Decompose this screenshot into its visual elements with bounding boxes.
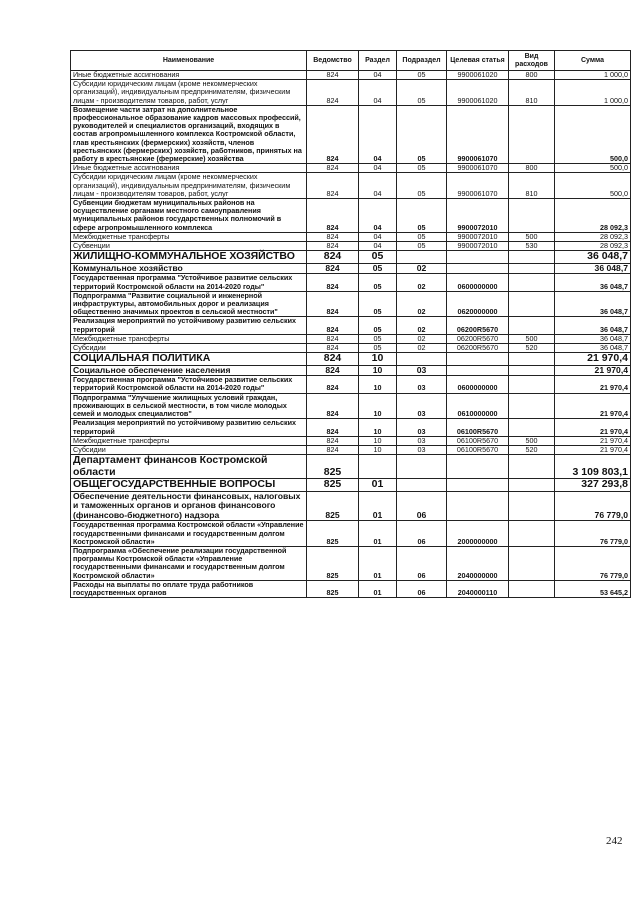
cell-name: СОЦИАЛЬНАЯ ПОЛИТИКА <box>71 353 307 366</box>
cell-name: Государственная программа "Устойчивое развитие сельских территорий Костромской области на 2014-2020 годы" <box>71 274 307 291</box>
cell-section: 01 <box>359 479 397 492</box>
table-row <box>71 547 631 581</box>
cell-target: 2040000000 <box>447 547 509 581</box>
cell-subsection: 05 <box>397 242 447 251</box>
cell-dept: 824 <box>307 436 359 445</box>
cell-sum: 500,0 <box>555 164 631 173</box>
cell-target: 06100R5670 <box>447 445 509 454</box>
cell-target: 9900061070 <box>447 105 509 163</box>
cell-exp-type: 810 <box>509 80 555 106</box>
cell-name: Межбюджетные трансферты <box>71 232 307 241</box>
cell-section: 10 <box>359 445 397 454</box>
cell-dept: 824 <box>307 317 359 334</box>
cell-target <box>447 479 509 492</box>
table-row <box>71 436 631 445</box>
cell-sum: 76 779,0 <box>555 547 631 581</box>
cell-exp-type: 520 <box>509 445 555 454</box>
cell-subsection: 02 <box>397 291 447 317</box>
cell-exp-type <box>509 455 555 479</box>
cell-exp-type: 800 <box>509 164 555 173</box>
table-row <box>71 80 631 106</box>
cell-dept: 824 <box>307 199 359 233</box>
cell-section: 04 <box>359 173 397 199</box>
cell-dept: 825 <box>307 455 359 479</box>
cell-subsection: 05 <box>397 164 447 173</box>
cell-section: 04 <box>359 105 397 163</box>
cell-dept: 824 <box>307 291 359 317</box>
cell-target: 06200R5670 <box>447 343 509 352</box>
cell-subsection <box>397 455 447 479</box>
cell-exp-type <box>509 317 555 334</box>
cell-name: ЖИЛИЩНО-КОММУНАЛЬНОЕ ХОЗЯЙСТВО <box>71 251 307 264</box>
cell-section: 05 <box>359 343 397 352</box>
cell-dept: 824 <box>307 334 359 343</box>
cell-section: 10 <box>359 365 397 376</box>
cell-exp-type <box>509 199 555 233</box>
cell-subsection: 05 <box>397 199 447 233</box>
cell-sum: 28 092,3 <box>555 232 631 241</box>
cell-target <box>447 263 509 274</box>
cell-target: 2000000000 <box>447 521 509 547</box>
cell-target: 0610000000 <box>447 393 509 419</box>
cell-sum: 21 970,4 <box>555 419 631 436</box>
cell-sum: 36 048,7 <box>555 274 631 291</box>
cell-exp-type <box>509 419 555 436</box>
cell-section: 01 <box>359 491 397 521</box>
table-row <box>71 521 631 547</box>
table-row <box>71 580 631 597</box>
cell-section: 04 <box>359 232 397 241</box>
cell-sum: 36 048,7 <box>555 334 631 343</box>
cell-exp-type <box>509 263 555 274</box>
cell-name: Межбюджетные трансферты <box>71 436 307 445</box>
cell-exp-type <box>509 251 555 264</box>
table-row <box>71 393 631 419</box>
table-row <box>71 263 631 274</box>
cell-exp-type <box>509 365 555 376</box>
header-exp-type: Вид расходов <box>509 51 555 71</box>
cell-target: 0600000000 <box>447 376 509 393</box>
cell-name: Подпрограмма "Развитие социальной и инженерной инфраструктуры, автомобильных дорог и реализация общественно значимых проектов в сельской местности" <box>71 291 307 317</box>
cell-exp-type <box>509 393 555 419</box>
table-row <box>71 199 631 233</box>
cell-section: 04 <box>359 199 397 233</box>
table-row <box>71 455 631 479</box>
budget-table-page <box>70 50 630 598</box>
cell-subsection: 06 <box>397 547 447 581</box>
page-number: 242 <box>606 835 623 847</box>
table-row <box>71 376 631 393</box>
cell-section: 10 <box>359 419 397 436</box>
cell-name: Возмещение части затрат на дополнительное профессиональное образование кадров массовых профессий, руководителей и специалистов организаций, входящих в состав агропромышленного комплекса Костромской области, глав крестьянских (фермерских) хозяйств, членов крестьянских (фермерских) хозяйств, работников, принятых на работу в крестьянские (фермерские) хозяйства <box>71 105 307 163</box>
cell-exp-type: 800 <box>509 71 555 80</box>
cell-section: 04 <box>359 164 397 173</box>
cell-sum: 28 092,3 <box>555 242 631 251</box>
cell-name: Государственная программа "Устойчивое развитие сельских территорий Костромской области на 2014-2020 годы" <box>71 376 307 393</box>
cell-exp-type: 530 <box>509 242 555 251</box>
cell-section: 04 <box>359 71 397 80</box>
table-row <box>71 251 631 264</box>
cell-sum: 500,0 <box>555 105 631 163</box>
cell-subsection: 05 <box>397 105 447 163</box>
cell-subsection: 06 <box>397 521 447 547</box>
cell-subsection: 03 <box>397 445 447 454</box>
table-row <box>71 232 631 241</box>
cell-sum: 36 048,7 <box>555 291 631 317</box>
cell-target <box>447 353 509 366</box>
cell-sum: 3 109 803,1 <box>555 455 631 479</box>
cell-sum: 36 048,7 <box>555 251 631 264</box>
cell-dept: 825 <box>307 547 359 581</box>
cell-dept: 824 <box>307 263 359 274</box>
cell-dept: 824 <box>307 445 359 454</box>
cell-target: 06200R5670 <box>447 334 509 343</box>
cell-subsection <box>397 479 447 492</box>
cell-name: Государственная программа Костромской области «Управление государственными финансами и государственным долгом Костромской области» <box>71 521 307 547</box>
cell-section: 10 <box>359 393 397 419</box>
cell-sum: 21 970,4 <box>555 445 631 454</box>
cell-target: 0600000000 <box>447 274 509 291</box>
cell-name: Подпрограмма «Обеспечение реализации государственной программы Костромской области «Управление государственными финансами и государственным долгом Костромской области» <box>71 547 307 581</box>
cell-exp-type <box>509 291 555 317</box>
cell-section: 05 <box>359 291 397 317</box>
cell-section: 05 <box>359 274 397 291</box>
cell-exp-type: 500 <box>509 334 555 343</box>
cell-subsection: 03 <box>397 436 447 445</box>
cell-dept: 824 <box>307 71 359 80</box>
cell-target: 9900061070 <box>447 164 509 173</box>
cell-subsection: 05 <box>397 173 447 199</box>
cell-dept: 824 <box>307 105 359 163</box>
cell-target <box>447 491 509 521</box>
cell-dept: 825 <box>307 479 359 492</box>
cell-dept: 824 <box>307 393 359 419</box>
cell-subsection: 06 <box>397 580 447 597</box>
cell-section: 04 <box>359 242 397 251</box>
cell-exp-type: 810 <box>509 173 555 199</box>
cell-dept: 824 <box>307 376 359 393</box>
cell-exp-type <box>509 491 555 521</box>
cell-dept: 824 <box>307 353 359 366</box>
cell-section: 01 <box>359 547 397 581</box>
cell-target: 0620000000 <box>447 291 509 317</box>
cell-sum: 21 970,4 <box>555 353 631 366</box>
cell-section: 10 <box>359 353 397 366</box>
cell-sum: 1 000,0 <box>555 71 631 80</box>
cell-exp-type <box>509 274 555 291</box>
cell-name: Подпрограмма "Улучшение жилищных условий граждан, проживающих в сельской местности, в том числе молодых семей и молодых специалистов" <box>71 393 307 419</box>
cell-target: 9900061070 <box>447 173 509 199</box>
cell-subsection: 02 <box>397 263 447 274</box>
cell-name: Межбюджетные трансферты <box>71 334 307 343</box>
cell-subsection: 02 <box>397 317 447 334</box>
cell-target: 06200R5670 <box>447 317 509 334</box>
cell-subsection: 05 <box>397 232 447 241</box>
header-section: Раздел <box>359 51 397 71</box>
cell-section: 05 <box>359 263 397 274</box>
cell-target: 2040000110 <box>447 580 509 597</box>
table-row <box>71 491 631 521</box>
cell-dept: 824 <box>307 419 359 436</box>
cell-subsection <box>397 251 447 264</box>
cell-subsection <box>397 353 447 366</box>
table-row <box>71 419 631 436</box>
cell-dept: 824 <box>307 80 359 106</box>
cell-section: 05 <box>359 251 397 264</box>
cell-subsection: 02 <box>397 274 447 291</box>
cell-section: 10 <box>359 436 397 445</box>
cell-section: 01 <box>359 580 397 597</box>
cell-name: Субсидии <box>71 343 307 352</box>
cell-dept: 824 <box>307 242 359 251</box>
table-row <box>71 365 631 376</box>
table-row <box>71 479 631 492</box>
cell-exp-type <box>509 353 555 366</box>
table-body <box>71 71 631 598</box>
cell-sum: 21 970,4 <box>555 365 631 376</box>
cell-dept: 824 <box>307 365 359 376</box>
cell-sum: 28 092,3 <box>555 199 631 233</box>
table-row <box>71 353 631 366</box>
cell-target: 9900061020 <box>447 80 509 106</box>
cell-exp-type <box>509 580 555 597</box>
cell-exp-type <box>509 547 555 581</box>
cell-subsection: 02 <box>397 334 447 343</box>
header-subsection: Подраздел <box>397 51 447 71</box>
cell-name: Субсидии <box>71 445 307 454</box>
header-name: Наименование <box>71 51 307 71</box>
cell-exp-type <box>509 521 555 547</box>
budget-table <box>70 50 631 598</box>
cell-subsection: 03 <box>397 365 447 376</box>
cell-subsection: 05 <box>397 80 447 106</box>
table-row <box>71 105 631 163</box>
table-header-row <box>71 51 631 71</box>
header-sum: Сумма <box>555 51 631 71</box>
cell-section <box>359 455 397 479</box>
cell-target: 9900072010 <box>447 199 509 233</box>
cell-name: Субвенции <box>71 242 307 251</box>
cell-sum: 36 048,7 <box>555 317 631 334</box>
cell-sum: 500,0 <box>555 173 631 199</box>
cell-name: Иные бюджетные ассигнования <box>71 164 307 173</box>
cell-dept: 825 <box>307 491 359 521</box>
table-row <box>71 291 631 317</box>
cell-sum: 76 779,0 <box>555 491 631 521</box>
table-row <box>71 317 631 334</box>
cell-sum: 36 048,7 <box>555 343 631 352</box>
cell-name: Коммунальное хозяйство <box>71 263 307 274</box>
cell-section: 05 <box>359 317 397 334</box>
cell-sum: 21 970,4 <box>555 376 631 393</box>
cell-target: 9900061020 <box>447 71 509 80</box>
cell-name: ОБЩЕГОСУДАРСТВЕННЫЕ ВОПРОСЫ <box>71 479 307 492</box>
cell-target: 06100R5670 <box>447 419 509 436</box>
cell-exp-type: 520 <box>509 343 555 352</box>
cell-section: 10 <box>359 376 397 393</box>
cell-section: 04 <box>359 80 397 106</box>
cell-dept: 824 <box>307 274 359 291</box>
cell-target: 9900072010 <box>447 232 509 241</box>
cell-dept: 825 <box>307 521 359 547</box>
cell-dept: 825 <box>307 580 359 597</box>
cell-name: Реализация мероприятий по устойчивому развитию сельских территорий <box>71 419 307 436</box>
cell-sum: 1 000,0 <box>555 80 631 106</box>
cell-target: 9900072010 <box>447 242 509 251</box>
cell-sum: 327 293,8 <box>555 479 631 492</box>
cell-name: Социальное обеспечение населения <box>71 365 307 376</box>
cell-name: Обеспечение деятельности финансовых, налоговых и таможенных органов и органов финансового (финансово-бюджетного) надзора <box>71 491 307 521</box>
table-row <box>71 173 631 199</box>
cell-section: 05 <box>359 334 397 343</box>
cell-dept: 824 <box>307 232 359 241</box>
cell-subsection: 02 <box>397 343 447 352</box>
cell-name: Субсидии юридическим лицам (кроме некоммерческих организаций), индивидуальным предпринимателям, физическим лицам - производителям товаров, работ, услуг <box>71 80 307 106</box>
cell-sum: 21 970,4 <box>555 436 631 445</box>
cell-name: Иные бюджетные ассигнования <box>71 71 307 80</box>
cell-name: Департамент финансов Костромской области <box>71 455 307 479</box>
cell-target <box>447 455 509 479</box>
cell-target <box>447 365 509 376</box>
cell-dept: 824 <box>307 173 359 199</box>
cell-sum: 36 048,7 <box>555 263 631 274</box>
cell-subsection: 03 <box>397 419 447 436</box>
cell-dept: 824 <box>307 343 359 352</box>
cell-subsection: 06 <box>397 491 447 521</box>
cell-name: Субвенции бюджетам муниципальных районов на осуществление органами местного самоуправления муниципальных районов государственных полномочий в сфере агропромышленного комплекса <box>71 199 307 233</box>
table-row <box>71 334 631 343</box>
cell-name: Реализация мероприятий по устойчивому развитию сельских территорий <box>71 317 307 334</box>
cell-section: 01 <box>359 521 397 547</box>
cell-sum: 76 779,0 <box>555 521 631 547</box>
header-dept: Ведомство <box>307 51 359 71</box>
cell-target <box>447 251 509 264</box>
cell-exp-type <box>509 105 555 163</box>
cell-dept: 824 <box>307 164 359 173</box>
cell-exp-type <box>509 479 555 492</box>
cell-dept: 824 <box>307 251 359 264</box>
cell-target: 06100R5670 <box>447 436 509 445</box>
cell-subsection: 03 <box>397 393 447 419</box>
cell-subsection: 05 <box>397 71 447 80</box>
table-row <box>71 274 631 291</box>
cell-exp-type: 500 <box>509 232 555 241</box>
cell-subsection: 03 <box>397 376 447 393</box>
cell-name: Субсидии юридическим лицам (кроме некоммерческих организаций), индивидуальным предпринимателям, физическим лицам - производителям товаров, работ, услуг <box>71 173 307 199</box>
cell-exp-type <box>509 376 555 393</box>
cell-sum: 21 970,4 <box>555 393 631 419</box>
cell-sum: 53 645,2 <box>555 580 631 597</box>
cell-name: Расходы на выплаты по оплате труда работников государственных органов <box>71 580 307 597</box>
header-target: Целевая статья <box>447 51 509 71</box>
cell-exp-type: 500 <box>509 436 555 445</box>
